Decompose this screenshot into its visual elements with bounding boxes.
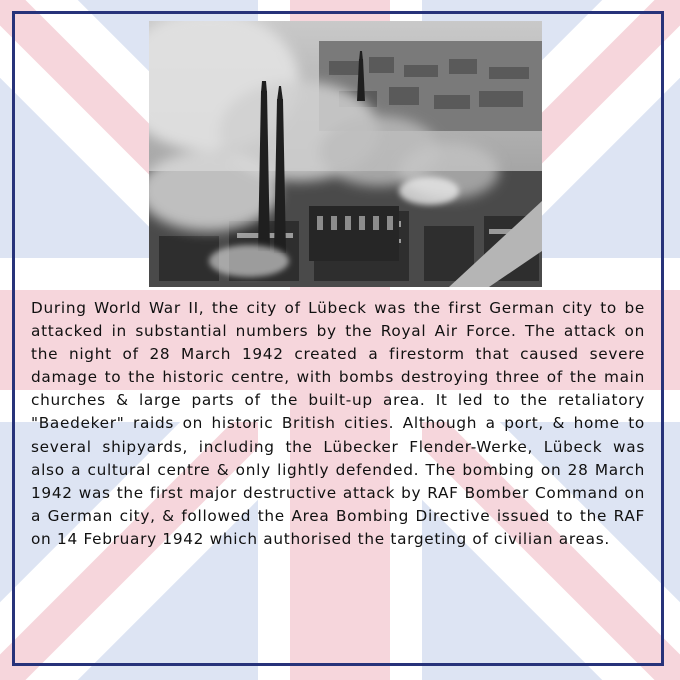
city-bombing-photo bbox=[149, 21, 542, 287]
history-paragraph: During World War II, the city of Lübeck was the first German city to be attacked in substantial numbers by the Royal Air Force. The attack on the night of 28 March 1942 created a firestorm that caused severe damage to the historic centre, with bombs destroying three of the main churches & large parts of the built-up area. It led to the retaliatory "Baedeker" raids on historic British cities. Although a port, & home to several shipyards, including the Lübecker Flender-Werke, Lübeck was also a cultural centre & only lightly defended. The bombing on 28 March 1942 was the first major destructive attack by RAF Bomber Command on a German city, & followed the Area Bombing Directive issued to the RAF on 14 February 1942 which authorised the targeting of civilian areas. bbox=[31, 299, 645, 548]
